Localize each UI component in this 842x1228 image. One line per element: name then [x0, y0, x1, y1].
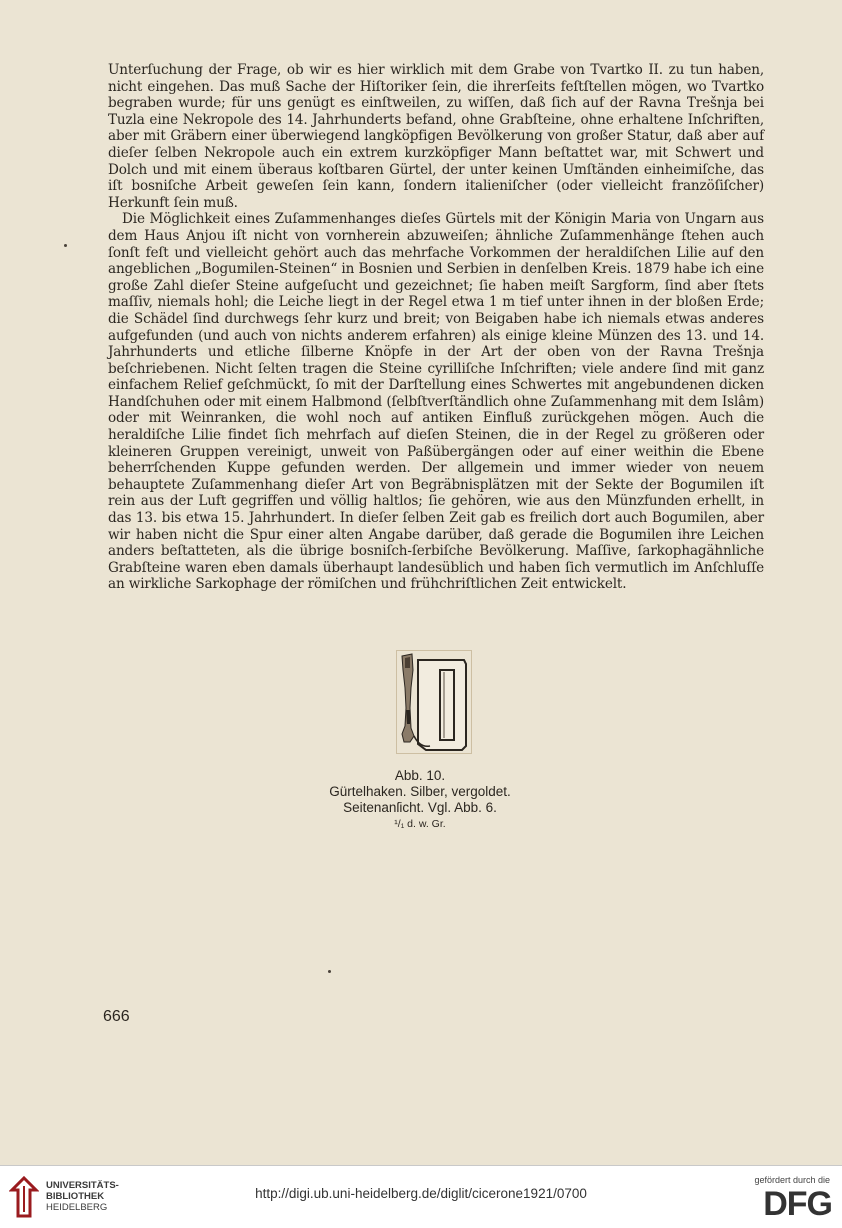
belt-hook-illustration	[396, 650, 472, 754]
paragraph-1: Unterſuchung der Frage, ob wir es hier wirklich mit dem Grabe von Tvartko II. zu tun haben, nicht eingehen. Das muß Sache der Hiſtoriker ſein, die ihrerſeits feſtſtellen mögen, wo Tvartko begraben wurde; für uns genügt es einſtweilen, zu wiſſen, daß ſich auf der Ravna Trešnja bei Tuzla eine Nekropole des 14. Jahrhunderts befand, ohne Grabſteine, ohne erhaltene Inſchriften, aber mit Gräbern einer überwiegend langköpfigen Bevölkerung von großer Statur, daß aber auf dieſer ſelben Nekropole auch ein extrem kurzköpfiger Mann beſtattet war, mit Schwert und Dolch und mit einem überaus koſtbaren Gürtel, der unter keinen Umſtänden einheimiſche, das iſt bosniſche Arbeit geweſen ſein kann, ſondern italieniſcher (oder vielleicht franzöſiſcher) Herkunft ſein muß.	[108, 62, 764, 211]
paragraph-2: Die Möglichkeit eines Zuſammenhanges dieſes Gürtels mit der Königin Maria von Ungarn aus dem Haus Anjou iſt nicht von vornherein abzuweiſen; ähnliche Zuſammenhänge ſtehen auch ſonſt feſt und vielleicht gehört auch das mehrfache Vorkommen der heraldiſchen Lilie auf den angeblichen „Bogumilen-Steinen“ in Bosnien und Serbien in denſelben Kreis. 1879 habe ich eine große Zahl dieſer Steine aufgeſucht und gezeichnet; ſie haben meiſt Sargform, ſind aber ſtets maſſiv, niemals hohl; die Leiche liegt in der Regel etwa 1 m tief unter ihnen in der bloßen Erde; die Schädel ſind durchwegs ſehr kurz und breit; von Beigaben habe ich niemals etwas anderes aufgefunden (und auch von nichts anderem erfahren) als einige kleine Münzen des 13. und 14. Jahrhunderts und etliche ſilberne Knöpfe in der Art der oben von der Ravna Trešnja beſchriebenen. Nicht ſelten tragen die Steine cyrilliſche Inſchriften; viele andere ſind mit ganz einfachem Relief geſchmückt, ſo mit der Darſtellung eines Schwertes mit angebundenen dicken Handſchuhen oder mit einem Halbmond (ſelbſtverſtändlich ohne Zuſammenhang mit dem Islâm) oder mit Weinranken, die wohl noch auf antiken Einfluß zurückgehen mögen. Auch die heraldiſche Lilie findet ſich mehrfach auf dieſen Steinen, die in der Regel zu größeren oder kleineren Gruppen vereinigt, unweit von Paßübergängen oder auf einer weithin die Ebene beherrſchenden Kuppe gefunden werden. Der allgemein und immer wieder von neuem behauptete Zuſammenhang dieſer Art von Begräbnisplätzen mit der Sekte der Bogumilen iſt rein aus der Luft gegriffen und völlig haltlos; ſie gehören, wie aus den Münzfunden erhellt, in das 13. bis etwa 15. Jahrhundert. In dieſer ſelben Zeit gab es freilich dort auch Bogumilen, aber wir haben nicht die Spur einer alten Angabe darüber, daß gerade die Bogumilen ihre Leichen anders beſtatteten, als die übrige bosniſch-ſerbiſche Bevölkerung. Maſſive, ſarkophagähnliche Grabſteine waren eben damals überhaupt landesüblich und haben ſich vermutlich im Anſchluſſe an wirkliche Sarkophage der römiſchen und frühchriſtlichen Zeit entwickelt.	[108, 211, 764, 593]
library-line-1: UNIVERSITÄTS-	[46, 1180, 119, 1191]
library-line-3: HEIDELBERG	[46, 1202, 108, 1213]
figure-scale: ¹/₁ d. w. Gr.	[394, 818, 446, 830]
figure-caption-line-1: Gürtelhaken. Silber, vergoldet.	[329, 784, 511, 799]
figure-label: Abb. 10.	[394, 768, 446, 783]
figure-caption	[300, 768, 540, 832]
body-text	[108, 62, 764, 593]
dfg-logo: DFG	[763, 1185, 832, 1223]
library-line-2: BIBLIOTHEK	[46, 1191, 105, 1202]
funding-text: gefördert durch die	[754, 1175, 830, 1185]
speck	[328, 970, 331, 973]
figure-caption-line-2: Seitenanſicht. Vgl. Abb. 6.	[343, 800, 497, 815]
permalink-url[interactable]: http://digi.ub.uni-heidelberg.de/diglit/cicerone1921/0700	[255, 1186, 587, 1201]
speck	[64, 244, 67, 247]
viewer-footer	[0, 1165, 842, 1228]
page-number: 666	[103, 1008, 130, 1025]
